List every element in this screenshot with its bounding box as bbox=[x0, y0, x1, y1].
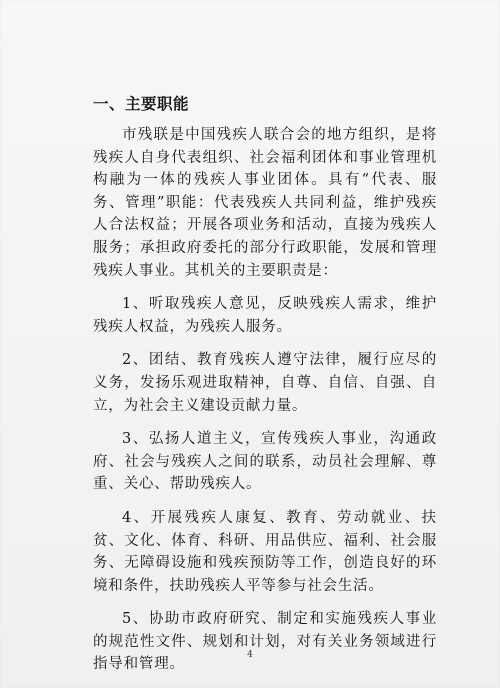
duty-item-4: 4、开展残疾人康复、教育、劳动就业、扶贫、文化、体育、科研、用品供应、福利、社会服务、无障碍设施和残疾预防等工作，创造良好的环境和条件，扶助残疾人平等参与社会生活。 bbox=[93, 509, 437, 594]
duty-item-2: 2、团结、教育残疾人遵守法律，履行应尽的义务，发扬乐观进取精神，自尊、自信、自强、自立，为社会主义建设贡献力量。 bbox=[93, 352, 437, 414]
document-body bbox=[93, 94, 437, 687]
intro-paragraph: 市残联是中国残疾人联合会的地方组织，是将残疾人自身代表组织、社会福利团体和事业管理机构融为一体的残疾人事业团体。具有“代表、服务、管理”职能：代表残疾人共同利益，维护残疾人合法权益；开展各项业务和活动，直接为残疾人服务；承担政府委托的部分行政职能，发展和管理残疾人事业。其机关的主要职责是： bbox=[93, 127, 437, 279]
duty-item-3: 3、弘扬人道主义，宣传残疾人事业，沟通政府、社会与残疾人之间的联系，动员社会理解、尊重、关心、帮助残疾人。 bbox=[93, 431, 437, 493]
duty-item-5: 5、协助市政府研究、制定和实施残疾人事业的规范性文件、规划和计划，对有关业务领域进行指导和管理。 bbox=[93, 611, 437, 673]
page-number: 4 bbox=[247, 650, 253, 660]
section-heading: 一、主要职能 bbox=[93, 95, 190, 113]
duty-item-1: 1、听取残疾人意见，反映残疾人需求，维护残疾人权益，为残疾人服务。 bbox=[93, 296, 437, 335]
